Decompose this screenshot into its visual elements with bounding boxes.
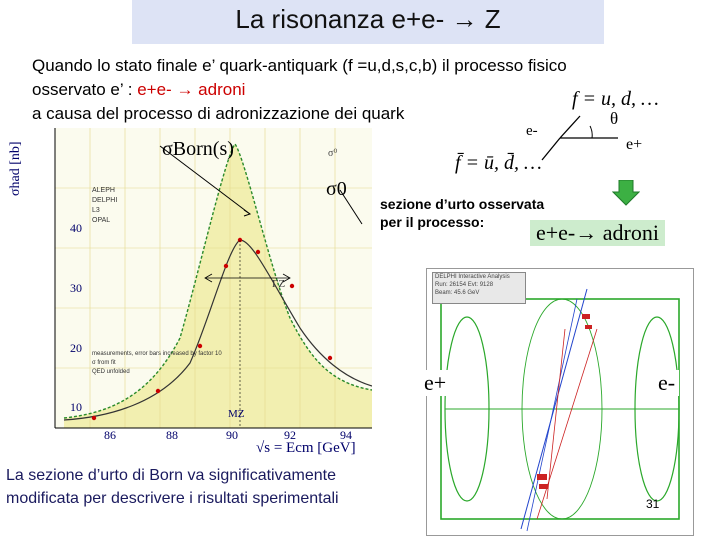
x-tick: 88 [166,428,178,442]
x-tick: 86 [104,428,116,442]
diagram-e-plus: e+ [626,136,643,153]
plot-notes [92,350,222,377]
page-title: La risonanza e+e- → Z [235,4,501,34]
intro-line-1: Quando lo stato finale e’ quark-antiquark (f =u,d,s,c,b) il processo fisico [32,56,567,75]
x-tick: 90 [226,428,238,442]
x-tick: 92 [284,428,296,442]
diagram-f-bottom: f̄ = ū, d̄, … [455,152,542,174]
event-display [426,268,694,536]
observed-label-1: sezione d’urto osservata [380,196,545,212]
y-tick: 10 [70,400,82,414]
plot-note: measurements, error bars increased by factor 10 [92,351,222,357]
y-tick: 20 [70,341,82,355]
plot-mass-label: MZ [228,408,245,420]
event-header [432,272,526,304]
y-tick: 40 [70,221,82,235]
legend-item: OPAL [92,217,111,224]
event-header-line: Beam: 45.6 GeV [435,290,480,296]
legend-item: L3 [92,207,100,214]
diagram-f-top: f = u, d, … [572,88,659,110]
diagram-theta: θ [610,109,619,128]
event-header-line: DELPHI Interactive Analysis [435,274,510,280]
plot-legend [92,186,117,226]
y-tick: 30 [70,281,82,295]
plot-ylabel: σhad [nb] [8,141,23,196]
diagram-e-minus: e- [526,123,538,139]
intro-process-highlight: e+e- → adroni [137,80,246,99]
legend-item: ALEPH [92,187,115,194]
cross-section-plot [0,128,372,458]
observed-label-2: per il processo: [380,214,485,230]
bottom-line-1: La sezione d’urto di Born va significativamente [6,467,336,484]
sigma-born-label: σBorn(s) [162,138,234,160]
event-e-plus: e+ [420,370,450,396]
plot-sigma0-tag: σ⁰ [328,148,338,159]
plot-note: σ from fit [92,360,116,366]
intro-line-2-prefix: osservato e’ : [32,80,133,99]
legend-item: DELPHI [92,197,118,204]
bottom-line-2: modificata per descrivere i risultati sperimentali [6,490,339,507]
process-box: e+e-→ adroni [530,220,665,246]
event-e-minus: e- [654,370,679,396]
down-arrow-icon [612,180,640,206]
intro-line-2 [32,80,245,100]
x-tick: 94 [340,428,352,442]
sigma-zero-label: σ0 [326,178,347,200]
page-number: 31 [646,497,660,511]
diagram-lines [540,108,643,168]
plot-gamma-label: ΓZ [272,278,286,290]
plot-note: QED unfolded [92,369,130,375]
intro-line-3: a causa del processo di adronizzazione dei quark [32,104,405,123]
plot-xlabel: √s = Ecm [GeV] [256,440,356,456]
event-header-line: Run: 26154 Evt: 9128 [435,282,494,288]
